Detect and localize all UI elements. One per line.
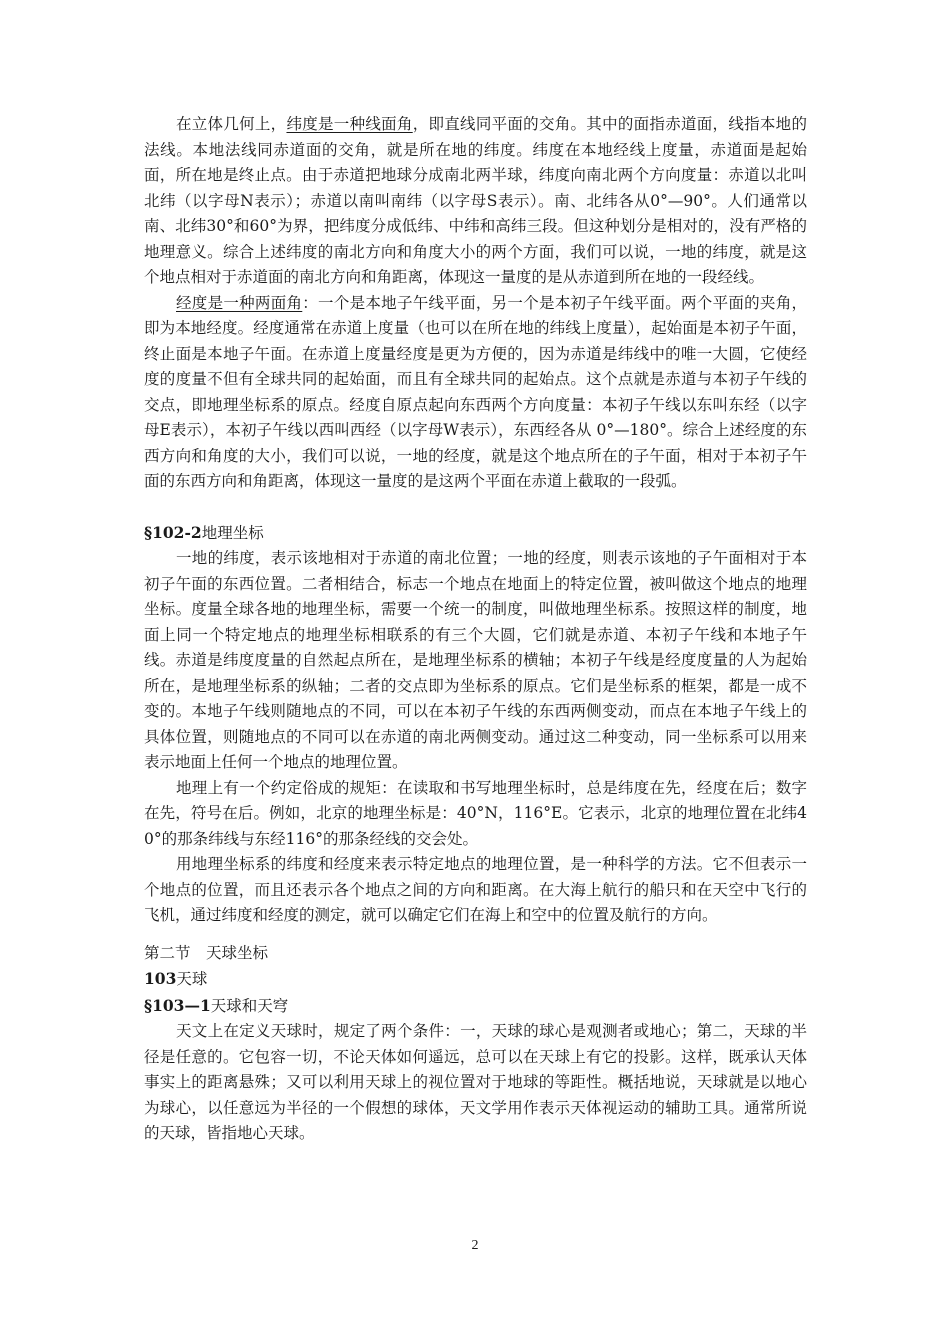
section-heading-102-2 [144,520,807,547]
latitude-term-underlined: 纬度是一种线面角 [286,115,413,133]
section-title: 天球和天穹 [210,996,289,1015]
longitude-term-underlined: 经度是一种两面角 [176,293,303,312]
latitude-paragraph [144,112,807,291]
geo-coordinate-paragraph-3: 用地理坐标系的纬度和经度来表示特定地点的地理位置，是一种科学的方法。它不但表示一个地点的位置，而且还表示各个地点之间的方向和距离。在大海上航行的船只和在天空中飞行的飞机，通过纬度和经度的测定，就可以确定它们在海上和空中的位置及航行的方向。 [144,855,807,924]
chapter-section-heading: 第二节 天球坐标 [144,943,269,962]
section-number: 103 [144,969,177,988]
text-run: ，即直线同平面的交角。其中的面指赤道面，线指本地的法线。本地法线同赤道面的交角，就是所在地的纬度。纬度在本地经线上度量，赤道面是起始面，所在地是终止点。由于赤道把地球分成南北两半球，纬度向南北两个方向度量：赤道以北叫北纬（以字母N表示）；赤道以南叫南纬（以字母S表示）。南、北纬各从0°—90°。人们通常以南、北纬30°和60°为界，把纬度分成低纬、中纬和高纬三段。但这种划分是相对的，没有严格的地理意义。综合上述纬度的南北方向和角度大小的两个方面，我们可以说，一地的纬度，就是这个地点相对于赤道面的南北方向和角距离，体现这一量度的是从赤道到所在地的一段经线。 [144,115,807,286]
spacer [144,495,807,520]
section-heading-103-1 [144,993,807,1020]
page-number: 2 [471,1238,479,1253]
section-heading-103 [144,966,807,993]
celestial-sphere-paragraph: 天文上在定义天球时，规定了两个条件：一，天球的球心是观测者或地心；第二，天球的半径是任意的。它包容一切，不论天体如何遥远，总可以在天球上有它的投影。这样，既承认天体事实上的距离悬殊；又可以利用天球上的视位置对于地球的等距性。概括地说，天球就是以地心为球心，以任意远为半径的一个假想的球体，天文学用作表示天体视运动的辅助工具。通常所说的天球，皆指地心天球。 [144,1022,807,1142]
section-number: §103—1 [144,995,211,1015]
geo-coordinate-paragraph-1: 一地的纬度，表示该地相对于赤道的南北位置；一地的经度，则表示该地的子午面相对于本初子午面的东西位置。二者相结合，标志一个地点在地面上的特定位置，被叫做这个地点的地理坐标。度量全球各地的地理坐标，需要一个统一的制度，叫做地理坐标系。按照这样的制度，地面上同一个特定地点的地理坐标相联系的有三个大圆，它们就是赤道、本初子午线和本地子午线。赤道是纬度度量的自然起点所在，是地理坐标系的横轴；本初子午线是经度度量的人为起始所在，是地理坐标系的纵轴；二者的交点即为坐标系的原点。它们是坐标系的框架，都是一成不变的。本地子午线则随地点的不同，可以在本初子午线的东西两侧变动，而点在本地子午线上的具体位置，则随地点的不同可以在赤道的南北两侧变动。通过这二种变动，同一坐标系可以用来表示地面上任何一个地点的地理位置。 [144,549,807,771]
section-title: 地理坐标 [201,523,264,542]
section-number: §102-2 [144,522,202,542]
longitude-paragraph [144,291,807,495]
document-body [144,112,807,1147]
spacer [144,929,807,941]
text-run: ：一个是本地子午线平面，另一个是本初子午线平面。两个平面的夹角，即为本地经度。经度通常在赤道上度量（也可以在所在地的纬线上度量），起始面是本初子午面，终止面是本地子午面。在赤道上度量经度是更为方便的，因为赤道是纬线中的唯一大圆，它使经度的度量不但有全球共同的起始面，而且有全球共同的起始点。这个点就是赤道与本初子午线的交点，即地理坐标系的原点。经度自原点起向东西两个方向度量：本初子午线以东叫东经（以字母E表示），本初子午线以西叫西经（以字母W表示），东西经各从 0°—180°。综合上述经度的东西方向和角度的大小，我们可以说，一地的经度，就是这个地点所在的子午面，相对于本初子午面的东西方向和角距离，体现这一量度的是这两个平面在赤道上截取的一段弧。 [144,293,807,490]
section-title: 天球 [176,970,208,988]
geo-coordinate-paragraph-2: 地理上有一个约定俗成的规矩：在读取和书写地理坐标时，总是纬度在先，经度在后；数字在先，符号在后。例如，北京的地理坐标是：40°N，116°E。它表示，北京的地理位置在北纬40°的那条纬线与东经116°的那条经线的交会处。 [144,778,807,848]
text-run: 在立体几何上， [176,115,287,133]
